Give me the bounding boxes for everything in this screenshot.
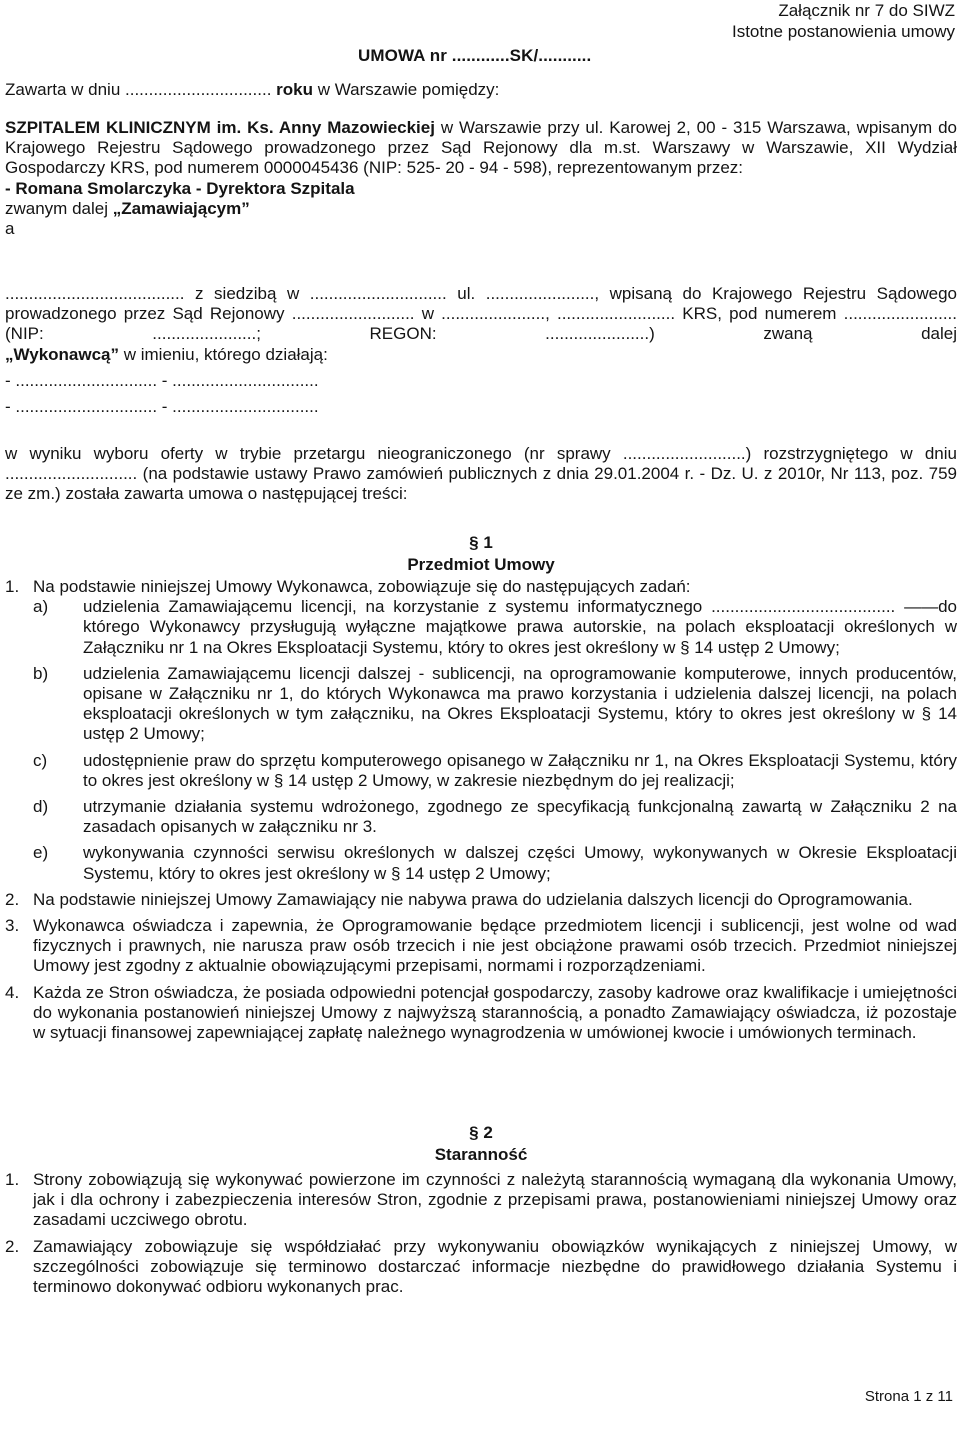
date-prefix: Zawarta w dniu ............................... (5, 80, 277, 99)
contract-basis (5, 444, 957, 505)
party-hospital (5, 118, 957, 239)
list-item: 3. Wykonawca oświadcza i zapewnia, że Oprogramowanie będące przedmiotem licencji i sublicencji, jest wolne od wad fizycznych i prawnych, nie narusza praw osób trzecich i nie jest obciążone prawami osób trzecich. Przedmiot niniejszej Umowy jest zgodny z aktualnie obowiązującymi przepisami, normami i rozporządzeniami. (5, 916, 957, 976)
list-item: 1. Na podstawie niniejszej Umowy Wykonawca, zobowiązuje się do następujących zadań: (5, 577, 691, 596)
sub-list-item: b) udzielenia Zamawiającemu licencji dalszej - sublicencji, na oprogramowanie komputerowe, innych producentów, opisane w Załączniku nr 1, do których Wykonawca ma prawo korzystania i udzielenia dalszej licencji, na polach eksploatacji określonych w tym załączniku, na Okres Eksploatacji Systemu, który to okres jest określony w § 14 ustęp 2 Umowy; (33, 663, 957, 744)
hospital-name: SZPITALEM KLINICZNYM im. Ks. Anny Mazowieckiej (5, 118, 435, 137)
section-2 (5, 1122, 957, 1297)
page-number: Strona 1 z 11 (864, 1388, 953, 1405)
section-2-mark: § 2 (469, 1123, 493, 1142)
contract-title: UMOWA nr ............SK/........... (358, 46, 592, 65)
sub-list-item: a) udzielenia Zamawiającemu licencji, na korzystanie z systemu informatycznego ....................................... ——do którego Wykonawcy przysługują wyłączne majątkowe prawa autorskie, na polach eksploatacji określonych w Załączniku nr 1 na Okres Eksploatacji Systemu, który to okres jest określony w § 14 ustęp 2 Umowy; (33, 597, 957, 657)
date-bold: roku (276, 80, 313, 99)
list-item: 2. Zamawiający zobowiązuje się współdziałać przy wykonywaniu obowiązków wynikających z niniejszej Umowy, w szczególności zobowiązuje się terminowo dostarczać informacje niezbędne do prawidłowego działania Systemu i terminowo dokonywać odbioru wykonanych prac. (5, 1236, 957, 1297)
list-item: 1. Strony zobowiązują się wykonywać powierzone im czynności z należytą starannością wymaganą dla wykonania Umowy, jak i dla ochrony i zabezpieczenia interesów Stron, zgodnie z przepisami prawa, postanowieniami niniejszej Umowy oraz zasadami uczciwego obrotu. (5, 1170, 957, 1230)
representative: - Romana Smolarczyka - Dyrektora Szpitala (5, 178, 355, 198)
section-2-title: Staranność (434, 1145, 528, 1164)
section-1-title: Przedmiot Umowy (407, 555, 555, 574)
attachment-note (732, 0, 955, 42)
sub-list-item: c) udostępnienie praw do sprzętu komputerowego opisanego w Załączniku nr 1, na Okres Eksploatacji Systemu, który to okres jest określony w § 14 ustęp 2 Umowy, w zakresie niezbędnym do jej realizacji; (33, 750, 957, 790)
signatory-1: - .............................. - ............................... (5, 370, 319, 390)
contract-date-line (5, 80, 957, 100)
attachment-line-2: Istotne postanowienia umowy (731, 22, 955, 41)
ordering-party-label: „Zamawiającym” (112, 198, 250, 218)
section-1 (5, 532, 957, 1043)
attachment-line-1: Załącznik nr 7 do SIWZ (778, 1, 955, 20)
date-suffix: w Warszawie pomiędzy: (312, 80, 500, 99)
contractor-label: „Wykonawcą” (5, 344, 120, 364)
list-item: 4. Każda ze Stron oświadcza, że posiada odpowiedni potencjał gospodarczy, zasoby kadrowe oraz kwalifikacje i umiejętności do wykonania postanowień niniejszej Umowy z najwyższą starannością, a ponadto Zamawiający oświadcza, iż pozostaje w sytuacji finansowej zapewniającej zapłatę należnego wynagrodzenia w umówionej kwocie i umówionych terminach. (5, 982, 957, 1043)
contractor-suffix: w imieniu, którego działają: (119, 344, 328, 364)
sub-list-item: e) wykonywania czynności serwisu określonych w dalszej części Umowy, wykonywanych w Okresie Eksploatacji Systemu, który to okres jest określony w § 14 ustęp 2 Umowy; (33, 843, 957, 883)
basis-text: w wyniku wyboru oferty w trybie przetargu nieograniczonego (nr sprawy ..........................) rozstrzygniętego w dniu ............................ (na podstawie ustawy Prawo zamówień publicznych z dnia 29.01.2004 r. - Dz. U. z 2010r, Nr 113, poz. 759 ze zm.) została zawarta umowa o następującej treści: (5, 444, 957, 504)
signatory-2: - .............................. - ............................... (5, 397, 319, 417)
conjunction: a (5, 219, 15, 239)
list-item: 2. Na podstawie niniejszej Umowy Zamawiający nie nabywa prawa do udzielania dalszych licencji do Oprogramowania. (5, 889, 913, 909)
section-1-mark: § 1 (469, 533, 493, 552)
party-contractor (5, 284, 957, 417)
contractor-details: ...................................... z siedzibą w ............................. ul. ......................., wpisaną do Krajowego Rejestru Sądowego prowadzonego przez Sąd Rejonowy .......................... w ......................, ......................... KRS, pod numerem ........................ (NIP: ......................; REGON: ......................) zwaną dalej (5, 284, 957, 344)
hospital-details: w Warszawie przy ul. Karowej 2, 00 - 315 Warszawa, wpisanym do Krajowego Rejestru Sądowego prowadzonego przez Sąd Rejonowy dla m.st. Warszawy w Warszawie, XII Wydział Gospodarczy KRS, pod numerem 0000045436 (NIP: 525- 20 - 94 - 598), reprezentowanym przez: (5, 118, 957, 178)
sub-list-item: d) utrzymanie działania systemu wdrożonego, zgodnego ze specyfikacją funkcjonalną zawartą w Załączniku 2 na zasadach opisanych w załączniku nr 3. (33, 797, 957, 837)
called-prefix: zwanym dalej (5, 198, 113, 218)
